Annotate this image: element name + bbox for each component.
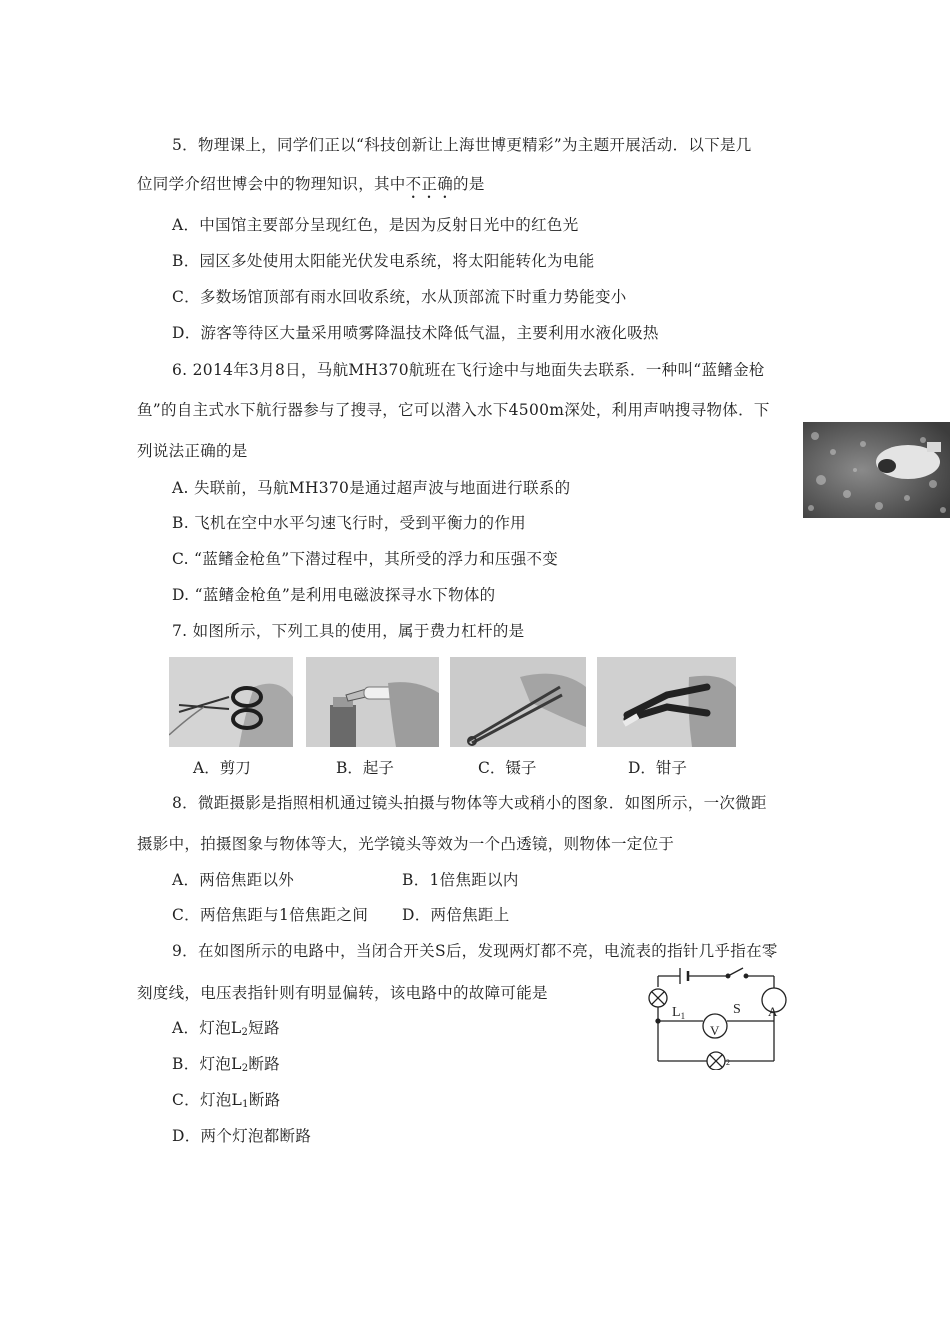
q5-option-a: A．中国馆主要部分呈现红色，是因为反射日光中的红色光 <box>172 216 579 234</box>
tweezers-photo <box>450 657 586 747</box>
q8-option-c: C．两倍焦距与1倍焦距之间 <box>172 906 369 924</box>
q7-caption-a: A．剪刀 <box>193 759 251 777</box>
q6-line-2: 鱼”的自主式水下航行器参与了搜寻，它可以潜入水下4500m深处，利用声呐搜寻物体．下 <box>137 401 770 419</box>
q9-option-a: A．灯泡$L_2$短路 <box>172 1019 280 1038</box>
q8-line-2: 摄影中，拍摄图象与物体等大，光学镜头等效为一个凸透镜，则物体一定位于 <box>137 835 675 853</box>
q7-caption-b: B．起子 <box>336 759 394 777</box>
q8-option-d: D．两倍焦距上 <box>402 906 510 924</box>
circuit-diagram <box>640 960 800 1070</box>
underwater-vehicle-photo <box>803 422 950 518</box>
pliers-photo <box>597 657 736 747</box>
q6-option-a: A. 失联前，马航MH370是通过超声波与地面进行联系的 <box>172 479 571 497</box>
q6-option-b: B. 飞机在空中水平匀速飞行时，受到平衡力的作用 <box>172 514 526 532</box>
q7-stem: 7. 如图所示，下列工具的使用，属于费力杠杆的是 <box>172 622 525 640</box>
q6-line-3: 列说法正确的是 <box>137 442 248 460</box>
q8-option-a: A．两倍焦距以外 <box>172 871 295 889</box>
q9-option-b: B．灯泡$L_2$断路 <box>172 1055 280 1074</box>
q6-line-1: 6. 2014年3月8日，马航MH370航班在飞行途中与地面失去联系．一种叫“蓝鳍金枪 <box>172 361 765 379</box>
switch-lever <box>728 968 743 976</box>
q5-option-c: C．多数场馆顶部有雨水回收系统，水从顶部流下时重力势能变小 <box>172 288 627 306</box>
q7-caption-d: D．钳子 <box>628 759 687 777</box>
q8-line-1: 8．微距摄影是指照相机通过镜头拍摄与物体等大或稍小的图象．如图所示，一次微距 <box>172 794 767 812</box>
q9-option-c: C．灯泡$L_1$断路 <box>172 1091 281 1110</box>
q5-emphasis-word: 不正确 <box>405 175 454 193</box>
scissors-photo <box>169 657 293 747</box>
q8-option-b: B．1倍焦距以内 <box>402 871 519 889</box>
circuit-label-l1: $L_1$ <box>672 1005 686 1021</box>
q6-option-c: C. “蓝鳍金枪鱼”下潜过程中，其所受的浮力和压强不变 <box>172 550 559 568</box>
q9-line-1: 9．在如图所示的电路中，当闭合开关S后，发现两灯都不亮，电流表的指针几乎指在零 <box>172 942 778 960</box>
q5-option-d: D．游客等待区大量采用喷雾降温技术降低气温，主要利用水液化吸热 <box>172 324 659 342</box>
circuit-label-s: S <box>733 1002 741 1017</box>
circuit-label-v: V <box>710 1023 720 1038</box>
circuit-label-a: A <box>768 1004 778 1019</box>
q9-option-d: D．两个灯泡都断路 <box>172 1127 312 1145</box>
q5-line-1: 5．物理课上，同学们正以“科技创新让上海世博更精彩”为主题开展活动．以下是几 <box>172 136 752 154</box>
q5-line-2: 位同学介绍世博会中的物理知识，其中不正确的是 <box>137 175 485 193</box>
q6-option-d: D. “蓝鳍金枪鱼”是利用电磁波探寻水下物体的 <box>172 586 496 604</box>
q7-caption-c: C．镊子 <box>478 759 537 777</box>
q9-line-2: 刻度线，电压表指针则有明显偏转，该电路中的故障可能是 <box>137 984 548 1002</box>
circuit-label-l2-sub: 2 <box>726 1058 730 1067</box>
q5-option-b: B．园区多处使用太阳能光伏发电系统，将太阳能转化为电能 <box>172 252 595 270</box>
bottle-opener-photo <box>306 657 439 747</box>
